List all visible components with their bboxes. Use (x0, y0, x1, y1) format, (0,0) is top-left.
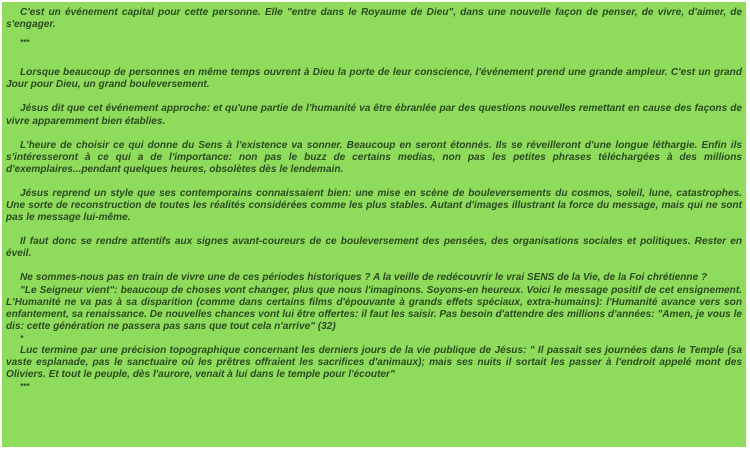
paragraph-5: Jésus reprend un style que ses contemporains connaissaient bien: une mise en scène de bouleversements du cosmos, soleil, lune, catastrophes. Une sorte de reconstruction de toutes les réalités considérées comme les plus stables. Autant d'images illustrant la force du message, mais qui ne sont pas le message lui-même. (6, 187, 742, 224)
separator-stars-1: *** (20, 38, 30, 48)
document-page (2, 2, 746, 447)
paragraph-7: Ne sommes-nous pas en train de vivre une de ces périodes historiques ? A la veille de redécouvrir le vrai SENS de la Vie, de la Foi chrétienne ? (20, 272, 708, 284)
paragraph-1: C'est un événement capital pour cette personne. Elle "entre dans le Royaume de Dieu", dans une nouvelle façon de penser, de vivre, d'aimer, de s'engager. (6, 7, 742, 31)
paragraph-2: Lorsque beaucoup de personnes en même temps ouvrent à Dieu la porte de leur conscience, l'événement prend une grande ampleur. C'est un grand Jour pour Dieu, un grand bouleversement. (6, 67, 742, 91)
paragraph-6: Il faut donc se rendre attentifs aux signes avant-coureurs de ce bouleversement des pensées, des organisations sociales et politiques. Rester en éveil. (6, 236, 742, 260)
paragraph-8: "Le Seigneur vient": beaucoup de choses vont changer, plus que nous l'imaginons. Soyons-en heureux. Voici le message positif de cet ensignement. L'Humanité ne va pas à sa disparition (comme dans certains films d'épouvante à grands effets spéciaux, extra-humains): l'Humanité avance vers son enfantement, sa renaissance. De nouvelles chances vont lui être offertes: il faut les saisir. Pas besoin d'attendre des millions d'années: "Amen, je vous le dis: cette génération ne passera pas sans que tout cela n'arrive" (32) (6, 284, 742, 332)
separator-stars-2: *** (20, 382, 30, 392)
paragraph-4: L'heure de choisir ce qui donne du Sens à l'existence va sonner. Beaucoup en seront étonnés. Ils se réveilleront d'une longue léthargie. Enfin ils s'intéresseront à ce qui a de l'importance: non pas le buzz de certains medias, non pas les petites phrases téléchargées à des millions d'exemplaires...pendant quelques heures, obsolètes dès le lendemain. (6, 139, 742, 175)
paragraph-9: Luc termine par une précision topographique concernant les derniers jours de la vie publique de Jésus: " Il passait ses journées dans le Temple (sa vaste esplanade, pas le sanctuaire où les prêtres offraient les sacrifices d'animaux); mais ses nuits il sortait les passer à l'endroit appelé mont des Oliviers. Et tout le peuple, dès l'aurore, venait à lui dans le temple pour l'écouter" (6, 344, 742, 381)
paragraph-3: Jésus dit que cet événement approche: et qu'une partie de l'humanité va être ébranlée par des questions nouvelles remettant en cause des façons de vivre apparemment bien établies. (6, 103, 742, 127)
separator-star: * (20, 333, 24, 343)
